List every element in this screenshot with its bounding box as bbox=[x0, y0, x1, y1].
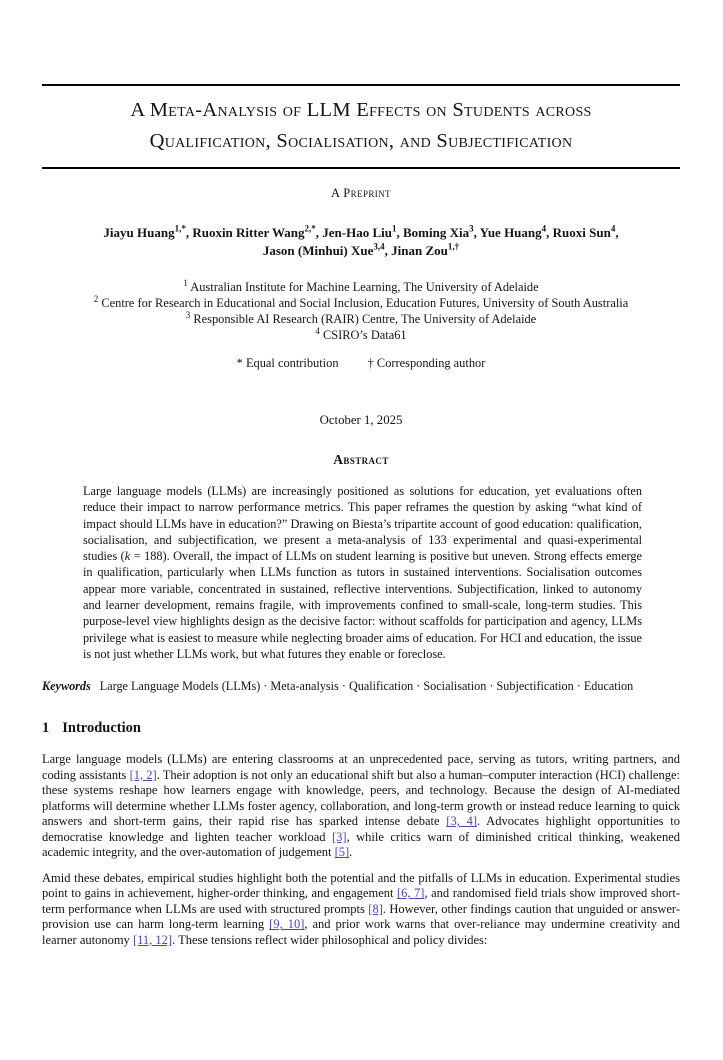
affiliation-line: $^2$ Centre for Research in Educational and Social Inclusion, Education Futures, University of South Australia bbox=[93, 293, 629, 310]
paper-page bbox=[0, 84, 723, 948]
author-name: Jinan Zou bbox=[391, 243, 448, 258]
author-name: Ruoxi Sun bbox=[552, 225, 611, 240]
text-run: Large language models (LLMs) are increasingly positioned as solutions for education, yet evaluations often reduce their impact to narrow performance metrics. This paper reframes the question by asking “what kind of impact should LLMs have in education?” Drawing on Biesta’s tripartite account of good education: qualification, socialisation, and subjectification, we present a meta-analysis of 133 experimental and quasi-experimental studies ( bbox=[83, 484, 642, 564]
author-name: Ruoxin Ritter Wang bbox=[192, 225, 305, 240]
affiliation-list bbox=[42, 279, 680, 343]
affiliation-line: $^3$ Responsible AI Research (RAIR) Centre, The University of Adelaide bbox=[185, 309, 537, 326]
section-title: Introduction bbox=[62, 720, 141, 737]
author-affiliation-marker: 4 bbox=[541, 223, 547, 234]
author-line: Jason (Minhui) Xue$^{3,4}$, Jinan Zou$^{1,\dagger}$ bbox=[262, 241, 460, 258]
text-run: = 188). Overall, the impact of LLMs on student learning is positive but uneven. Strong effects emerge in qualification, particularly when LLMs function as tutors in sustained interventions. Socialisation outcomes appear more variable, concentrated in sustained, reflective interventions. Subjectification, linked to autonomy and learner development, remains fragile, with improvements confined to small-scale, long-term studies. This purpose-level view highlights design as the decisive factor: without scaffolds for participation and agency, LLMs privilege what is easiest to measure while neglecting broader aims of education. For HCI and education, the issue is not just whether LLMs work, but what futures they enable or foreclose. bbox=[83, 549, 643, 661]
preprint-label: A Preprint bbox=[331, 186, 391, 200]
italic-variable: k bbox=[124, 549, 131, 564]
corresponding-author-note: † Corresponding author bbox=[367, 356, 486, 370]
citation-link[interactable]: [9, 10] bbox=[269, 917, 305, 932]
author-name: Jiayu Huang bbox=[103, 225, 175, 240]
section-heading-introduction bbox=[42, 720, 680, 737]
text-run: . These tensions reflect wider philosophical and policy divides: bbox=[172, 932, 488, 947]
abstract-text bbox=[83, 483, 642, 662]
paper-title-line1: A Meta-Analysis of LLM Effects on Students across bbox=[130, 99, 592, 121]
author-name: Jen-Hao Liu bbox=[322, 225, 392, 240]
author-affiliation-marker: 1,† bbox=[447, 241, 460, 252]
affiliation-marker: 4 bbox=[315, 325, 320, 336]
text-run: Large language models (LLMs) are entering classrooms at an unprecedented pace, serving as tutors, writing partners, and coding assistants bbox=[42, 752, 680, 782]
text-run: . bbox=[349, 845, 353, 860]
text-run: , and prior work warns that over-reliance may undermine creativity and learner autonomy bbox=[42, 917, 680, 947]
author-name: Boming Xia bbox=[403, 225, 470, 240]
author-name: Yue Huang bbox=[479, 225, 542, 240]
title-rule-bottom bbox=[42, 167, 680, 169]
text-run: . Advocates highlight opportunities to democratise knowledge and lighten teacher workload bbox=[42, 814, 681, 844]
author-list bbox=[42, 224, 680, 260]
abstract-heading: Abstract bbox=[333, 452, 389, 467]
keywords-text: Large Language Models (LLMs) · Meta-analysis · Qualification · Socialisation · Subjectification · Education bbox=[99, 679, 634, 694]
author-footnotes bbox=[42, 356, 680, 371]
author-affiliation-marker: 1 bbox=[392, 223, 397, 234]
author-affiliation-marker: 1,* bbox=[174, 223, 186, 234]
text-run: , and randomised field trials show improved short-term performance when LLMs are used with structured prompts bbox=[42, 886, 680, 916]
intro-paragraph-2 bbox=[42, 871, 680, 949]
publication-date: October 1, 2025 bbox=[319, 413, 403, 427]
equal-contribution-note: * Equal contribution bbox=[236, 356, 339, 370]
citation-link[interactable]: [1, 2] bbox=[129, 767, 157, 782]
paper-title-line2: Qualification, Socialisation, and Subjectification bbox=[149, 130, 573, 152]
text-run: . However, other findings caution that unguided or answer-provision use can harm long-term learning bbox=[42, 901, 681, 932]
affiliation-line: $^4$ CSIRO’s Data61 bbox=[315, 325, 407, 342]
author-affiliation-marker: 4 bbox=[610, 223, 616, 234]
citation-link[interactable]: [11, 12] bbox=[132, 932, 173, 947]
author-affiliation-marker: 3 bbox=[469, 223, 474, 234]
affiliation-marker: 1 bbox=[183, 277, 188, 288]
citation-link[interactable]: [3] bbox=[331, 829, 347, 844]
intro-paragraph-1 bbox=[42, 752, 680, 861]
text-run: Amid these debates, empirical studies highlight both the potential and the pitfalls of LLMs in education. Experimental studies point to gains in achievement, higher-order thinking, and engagement bbox=[42, 870, 680, 901]
citation-link[interactable]: [8] bbox=[368, 901, 383, 916]
author-name: Jason (Minhui) Xue bbox=[262, 243, 374, 258]
text-run: . Their adoption is not only an educational shift but also a human–computer interaction (HCI) challenge: these systems reshape how learners engage with knowledge, peers, and technology. Because the design of AI-mediated platforms will determine whether LLMs foster agency, collaboration, and long-term growth or instead reduce learning to quick answers and short-term gains, their rapid rise has sparked intense debate bbox=[42, 767, 680, 829]
author-affiliation-marker: 3,4 bbox=[373, 241, 385, 252]
section-number: 1 bbox=[42, 720, 50, 737]
author-line: Jiayu Huang$^{1,*}$, Ruoxin Ritter Wang$^{2,*}$, Jen-Hao Liu$^1$, Boming Xia$^3$, Yue Huang$^4$, Ruoxi Sun$^4$, bbox=[103, 223, 619, 240]
title-rule-top bbox=[42, 84, 680, 86]
keywords-label: Keywords bbox=[42, 679, 91, 694]
citation-link[interactable]: [5] bbox=[334, 845, 350, 860]
author-affiliation-marker: 2,* bbox=[304, 223, 316, 234]
affiliation-marker: 3 bbox=[185, 309, 191, 320]
affiliation-line: $^1$ Australian Institute for Machine Learning, The University of Adelaide bbox=[183, 277, 539, 294]
affiliation-marker: 2 bbox=[93, 293, 99, 304]
citation-link[interactable]: [6, 7] bbox=[396, 886, 425, 901]
citation-link[interactable]: [3, 4] bbox=[446, 814, 477, 829]
keywords-line bbox=[42, 679, 680, 694]
text-run: , while critics warn of diminished critical thinking, weakened academic integrity, and the over-automation of judgement bbox=[42, 829, 680, 860]
paper-title bbox=[42, 95, 680, 157]
